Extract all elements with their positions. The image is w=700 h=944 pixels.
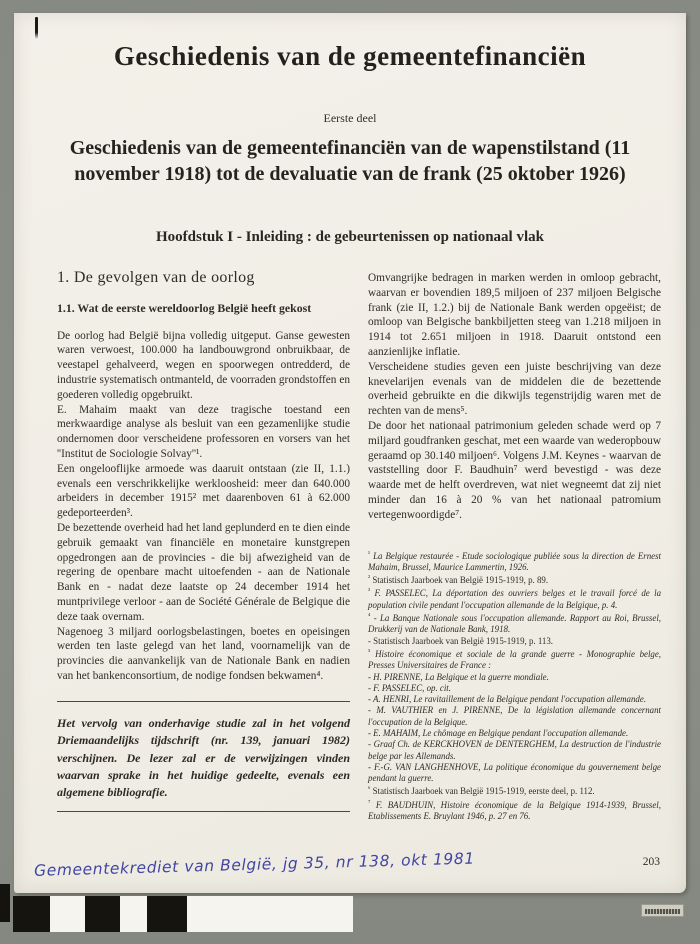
page-title: Geschiedenis van de gemeentefinanciën <box>113 41 587 71</box>
body-paragraph: E. Mahaim maakt van deze tragische toestand een merkwaardige analyse als besluit van een gezamenlijke studie ondernomen door verscheidene professoren en vorsers van het ''Institut de Sociologie Solvay''¹. <box>57 403 350 460</box>
calibration-square-black <box>13 896 50 932</box>
footnote-marker: ² <box>368 574 371 583</box>
calibration-bar-white <box>187 896 353 932</box>
calibration-square-white <box>50 896 85 932</box>
handwritten-annotation: Gemeentekrediet van België, jg 35, nr 138, okt 1981 <box>33 849 476 880</box>
footnote: $^{^3}$ F. PASSELEC, La déportation des ouvriers belges et le travail forcé de la population civile pendant l'occupation allemande de la Belgique, p. 4. <box>368 587 662 610</box>
body-paragraph: De oorlog had België bijna volledig uitgeput. Ganse gewesten waren verwoest, 100.000 ha landbouwgrond onbruikbaar, de veestapel gehalveerd, wegen en spoorwegen ontredderd, de industrie systematisch ontmanteld, de voorraden grondstoffen en goederen volledig opgebruikt. <box>57 329 350 401</box>
footnotes-block <box>368 549 661 823</box>
footnote-line: - Graaf Ch. de KERCKHOVEN de DENTERGHEM, La destruction de l'industrie belge par les Allemands. <box>368 739 661 761</box>
footnote-marker: ⁷ <box>368 798 371 807</box>
footnote-marker: ⁵ <box>368 647 371 656</box>
footnote-line: - F.-G. VAN LANGHENHOVE, La politique économique du gouvernement belge pendant la guerre. <box>368 761 661 784</box>
section-heading: 1. De gevolgen van de oorlog <box>57 269 255 286</box>
footnote-marker: ⁶ <box>368 785 371 794</box>
subsection-heading: 1.1. Wat de eerste wereldoorlog België heeft gekost <box>57 300 312 315</box>
footnote: $^{^5}$ Histoire économique et sociale de la grande guerre - Monographie belge, Presses Universitaires de France : <box>368 647 662 671</box>
footnote-line: - E. MAHAIM, Le chômage en Belgique pendant l'occupation allemande. <box>368 728 629 738</box>
footnote: $^{^1}$ La Belgique restaurée - Etude sociologique publiée sous la direction de Ernest Mahaim, Brussel, Maurice Lammertin, 1926. <box>368 549 662 572</box>
page-number: 203 <box>642 856 660 868</box>
footnote: $^{^7}$ F. BAUDHUIN, Histoire économique de la Belgique 1914-1939, Brussel, Etablissements E. Bruylant 1946, p. 27 en 76. <box>368 798 661 822</box>
footnote: $^{^6}$ Statistisch Jaarboek van België 1915-1919, eerste deel, p. 112. <box>368 785 595 797</box>
right-column <box>368 271 661 822</box>
footnote-line: - Statistisch Jaarboek van België 1915-1919, p. 113. <box>368 635 554 646</box>
calibration-square-black <box>147 896 187 932</box>
footnote-marker: ³ <box>368 587 371 596</box>
body-paragraph: Een ongelooflijke armoede was daaruit ontstaan (zie II, 1.1.) evenals een verschrikkelijke werkloosheid: meer dan 640.000 arbeiders in december 1915² met daarenboven 61 à 62.000 gedeporteerden³. <box>57 462 350 520</box>
footnote-line: - F. PASSELEC, op. cit. <box>368 682 451 693</box>
body-paragraph: Verscheidene studies geven een juiste beschrijving van deze knevelarijen evenals van de middelen die de bezettende overheid gebruikte en die dikwijls tegenstrijdig waren met de rechten van de mens⁵. <box>368 360 661 418</box>
divider-line <box>57 701 350 702</box>
body-paragraph: Nagenoeg 3 miljard oorlogsbelastingen, boetes en opeisingen werden ten laste gelegd van het land, voornamelijk van de provincies die aanvankelijk van de Nationale Bank en nadien van het bankenconsortium, de nodige fondsen bekwamen⁴. <box>57 625 350 682</box>
footnote: $^{^2}$ Statistisch Jaarboek van België 1915-1919, p. 89. <box>368 574 549 586</box>
calibration-square-white <box>120 896 147 932</box>
pen-tick-mark <box>35 17 38 39</box>
document-page <box>14 13 686 893</box>
body-paragraph: De bezettende overheid had het land geplunderd en te dien einde gebruik gemaakt van financiële en monetaire kunstgrepen opgedrongen aan de provincies - die bij afwezigheid van de regering de openbare macht uitoefenden - aan de Nationale Bank en - nadat deze laatste op 24 december 1914 het muntprivilege verloor - aan de Société Générale de Belgique die deze taak overnam. <box>57 521 350 623</box>
divider-line <box>57 811 350 812</box>
footnote-line: - A. HENRI, Le ravitaillement de la Belgique pendant l'occupation allemande. <box>368 694 647 705</box>
body-paragraph: Omvangrijke bedragen in marken werden in omloop gebracht, waarvan er bovendien 189,5 miljoen of 237 miljoen Belgische frank (zie II, 1.2.) bij de Nationale Bank werden opgeëist; de omloop van Belgische bankbiljetten steeg van 1.218 miljoen in 1914 tot 2.651 miljoen in 1918. Daaruit ontstond een aanzienlijke inflatie. <box>368 272 661 358</box>
footnote-line: - H. PIRENNE, La Belgique et la guerre mondiale. <box>368 671 549 682</box>
footnote-line: - M. VAUTHIER en J. PIRENNE, De la législation allemande concernant l'occupation de la Belgique. <box>368 705 661 727</box>
body-paragraph: De door het nationaal patrimonium geleden schade werd op 7 miljard goudfranken geschat, met een waarde van wederopbouw geraamd op 30.140 miljoen⁶. Volgens J.M. Keynes - waarvan de vaststelling door F. Baudhuin⁷ werd bevestigd - was deze waarde met de helft overdreven, wat niet wegneemt dat zij niet minder dan 16 à 20 % van het nationaal patromium vertegenwoordigde⁷. <box>368 419 661 521</box>
footnote-marker: ¹ <box>368 549 371 558</box>
footnote: $^{^4}$ - La Banque Nationale sous l'occupation allemande. Rapport au Roi, Brussel, Drukkerij van de Nationale Bank, 1918. <box>368 612 662 635</box>
left-column <box>57 271 350 825</box>
footnote-marker: ⁴ <box>368 612 371 621</box>
film-calibration-strip <box>13 896 353 932</box>
part-label: Eerste deel <box>323 111 377 125</box>
film-edge-mark <box>0 884 10 922</box>
subtitle: Geschiedenis van de gemeentefinanciën van de wapenstilstand (11 november 1918) tot de devaluatie van de frank (25 oktober 1926) <box>69 137 631 185</box>
calibration-square-black <box>85 896 120 932</box>
editorial-note: Het vervolg van onderhavige studie zal in het volgend Driemaandelijks tijdschrift (nr. 139, januari 1982) verschijnen. De lezer zal er de verwijzingen vinden waarvan sprake in het huidige gedeelte, evenals een algemene bibliografie. <box>57 715 350 800</box>
chapter-heading: Hoofdstuk I - Inleiding : de gebeurtenissen op nationaal vlak <box>156 229 544 245</box>
film-frame-label <box>641 904 684 917</box>
